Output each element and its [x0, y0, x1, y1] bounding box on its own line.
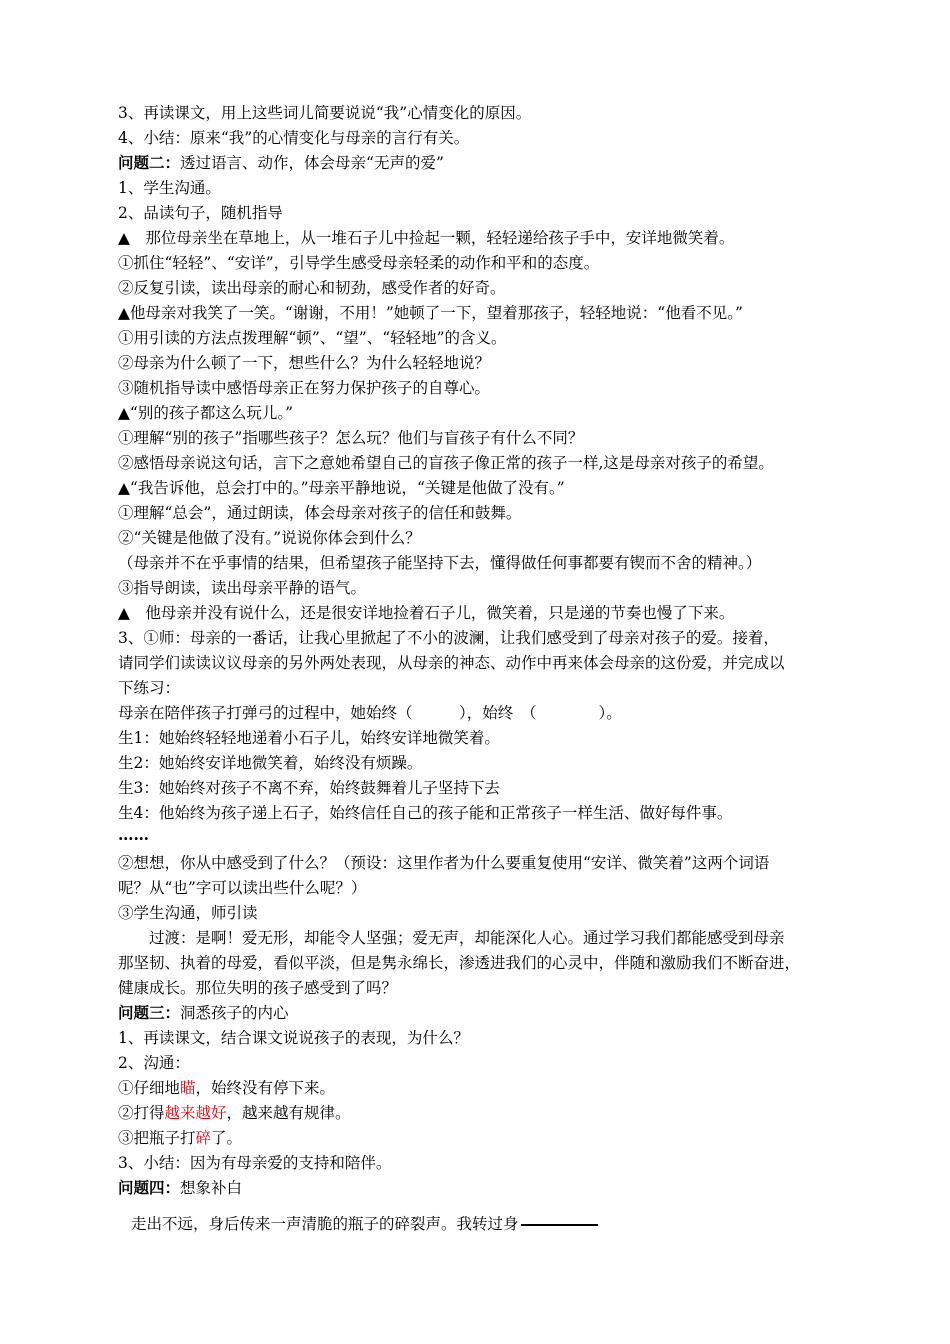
text-line: 请同学们读读议议母亲的另外两处表现，从母亲的神态、动作中再来体会母亲的这份爱，并完成以 [118, 654, 785, 672]
heading-text: 想象补白 [180, 1179, 243, 1197]
text-line: 那坚韧、执着的母爱，看似平淡，但是隽永绵长，渗透进我们的心灵中，伴随和激励我们不断奋进， [118, 954, 801, 972]
text-line: ②“关键是他做了没有。”说说你体会到什么？ [118, 529, 421, 547]
text-segment: ②打得 [118, 1104, 165, 1122]
highlight-word: 越来越好 [164, 1104, 227, 1122]
text-segment: 走出不远，身后传来一声清脆的瓶子的碎裂声。我转过身 [131, 1215, 519, 1233]
text-line: 3、小结：因为有母亲爱的支持和陪伴。 [118, 1154, 392, 1172]
text-line: 下练习： [118, 679, 181, 697]
text-line: 4、小结：原来“我”的心情变化与母亲的言行有关。 [118, 129, 470, 147]
text-line: ▲他母亲对我笑了一笑。“谢谢，不用！”她顿了一下，望着那孩子，轻轻地说：“他看不见。” [118, 304, 743, 322]
text-segment: 了。 [211, 1129, 243, 1147]
text-line: ①理解“别的孩子”指哪些孩子？怎么玩？他们与盲孩子有什么不同？ [118, 429, 584, 447]
text-line: 过渡：是啊！爱无形，却能令人坚强；爱无声，却能深化人心。通过学习我们都能感受到母亲 [149, 929, 785, 947]
dash-line [521, 1224, 598, 1226]
text-line: 1、学生沟通。 [118, 179, 221, 197]
text-segment: ③把瓶子打 [118, 1129, 196, 1147]
text-line: ②想想，你从中感受到了什么？（预设：这里作者为什么要重复使用“安详、微笑着”这两个词语 [118, 854, 770, 872]
text-line: 生1：她始终轻轻地递着小石子儿，始终安详地微笑着。 [118, 729, 500, 747]
text-line: ▲ 那位母亲坐在草地上，从一堆石子儿中捡起一颗，轻轻递给孩子手中，安详地微笑着。 [118, 229, 735, 247]
section-heading [118, 1003, 289, 1023]
heading-text: 透过语言、动作，体会母亲“无声的爱” [180, 154, 444, 172]
text-line: ③学生沟通，师引读 [118, 904, 258, 922]
text-segment: ，越来越有规律。 [226, 1104, 351, 1122]
text-line [118, 1128, 242, 1148]
text-line: 2、沟通： [118, 1054, 190, 1072]
ellipsis-line: …… [118, 825, 149, 844]
text-line: ▲ 他母亲并没有说什么，还是很安详地捡着石子儿，微笑着，只是递的节奏也慢了下来。 [118, 604, 735, 622]
text-line: ①抓住“轻轻”、“安详”，引导学生感受母亲轻柔的动作和平和的态度。 [118, 254, 600, 272]
text-line: ③指导朗读，读出母亲平静的语气。 [118, 579, 367, 597]
heading-label: 问题四： [118, 1178, 181, 1197]
text-line [118, 1078, 335, 1098]
text-line: 生4：他始终为孩子递上石子，始终信任自己的孩子能和正常孩子一样生活、做好每件事。 [118, 804, 733, 822]
text-line: ①理解“总会”，通过朗读，体会母亲对孩子的信任和鼓舞。 [118, 504, 522, 522]
text-line: ②感悟母亲说这句话，言下之意她希望自己的盲孩子像正常的孩子一样,这是母亲对孩子的希望。 [118, 454, 774, 472]
text-line: 3、①师：母亲的一番话，让我心里掀起了不小的波澜，让我们感受到了母亲对孩子的爱。接着， [118, 629, 779, 647]
text-line: 3、再读课文，用上这些词儿简要说说“我”心情变化的原因。 [118, 104, 532, 122]
text-line: 生2：她始终安详地微笑着，始终没有烦躁。 [118, 754, 423, 772]
text-line: （母亲并不在乎事情的结果，但希望孩子能坚持下去，懂得做任何事都要有锲而不舍的精神。） [118, 554, 762, 572]
text-line: ②反复引读，读出母亲的耐心和韧劲，感受作者的好奇。 [118, 279, 506, 297]
highlight-word: 碎 [195, 1129, 212, 1147]
text-line [131, 1214, 598, 1234]
text-line: 母亲在陪伴孩子打弹弓的过程中，她始终（ ），始终 （ ）。 [118, 704, 622, 722]
highlight-word: 瞄 [180, 1079, 196, 1097]
text-line: 呢？从“也”字可以读出些什么呢？） [118, 879, 367, 897]
heading-label: 问题二： [118, 153, 181, 172]
text-line: 生3：她始终对孩子不离不弃，始终鼓舞着儿子坚持下去 [118, 779, 500, 797]
text-line: ①用引读的方法点拨理解“顿”、“望”、“轻轻地”的含义。 [118, 329, 507, 347]
text-line: ▲“我告诉他，总会打中的。”母亲平静地说，“关键是他做了没有。” [118, 479, 565, 497]
text-line: ②母亲为什么顿了一下，想些什么？为什么轻轻地说？ [118, 354, 491, 372]
heading-text: 洞悉孩子的内心 [180, 1004, 289, 1022]
text-line: 健康成长。那位失明的孩子感受到了吗？ [118, 979, 398, 997]
text-line: 2、品读句子，随机指导 [118, 204, 283, 222]
text-line: ③随机指导读中感悟母亲正在努力保护孩子的自尊心。 [118, 379, 491, 397]
text-line [118, 1103, 351, 1123]
text-line: 1、再读课文，结合课文说说孩子的表现，为什么？ [118, 1029, 469, 1047]
heading-label: 问题三： [118, 1003, 181, 1022]
text-segment: ①仔细地 [118, 1079, 181, 1097]
text-line: ▲“别的孩子都这么玩儿。” [118, 404, 294, 422]
section-heading [118, 1178, 242, 1198]
text-segment: ，始终没有停下来。 [195, 1079, 336, 1097]
section-heading [118, 153, 444, 173]
